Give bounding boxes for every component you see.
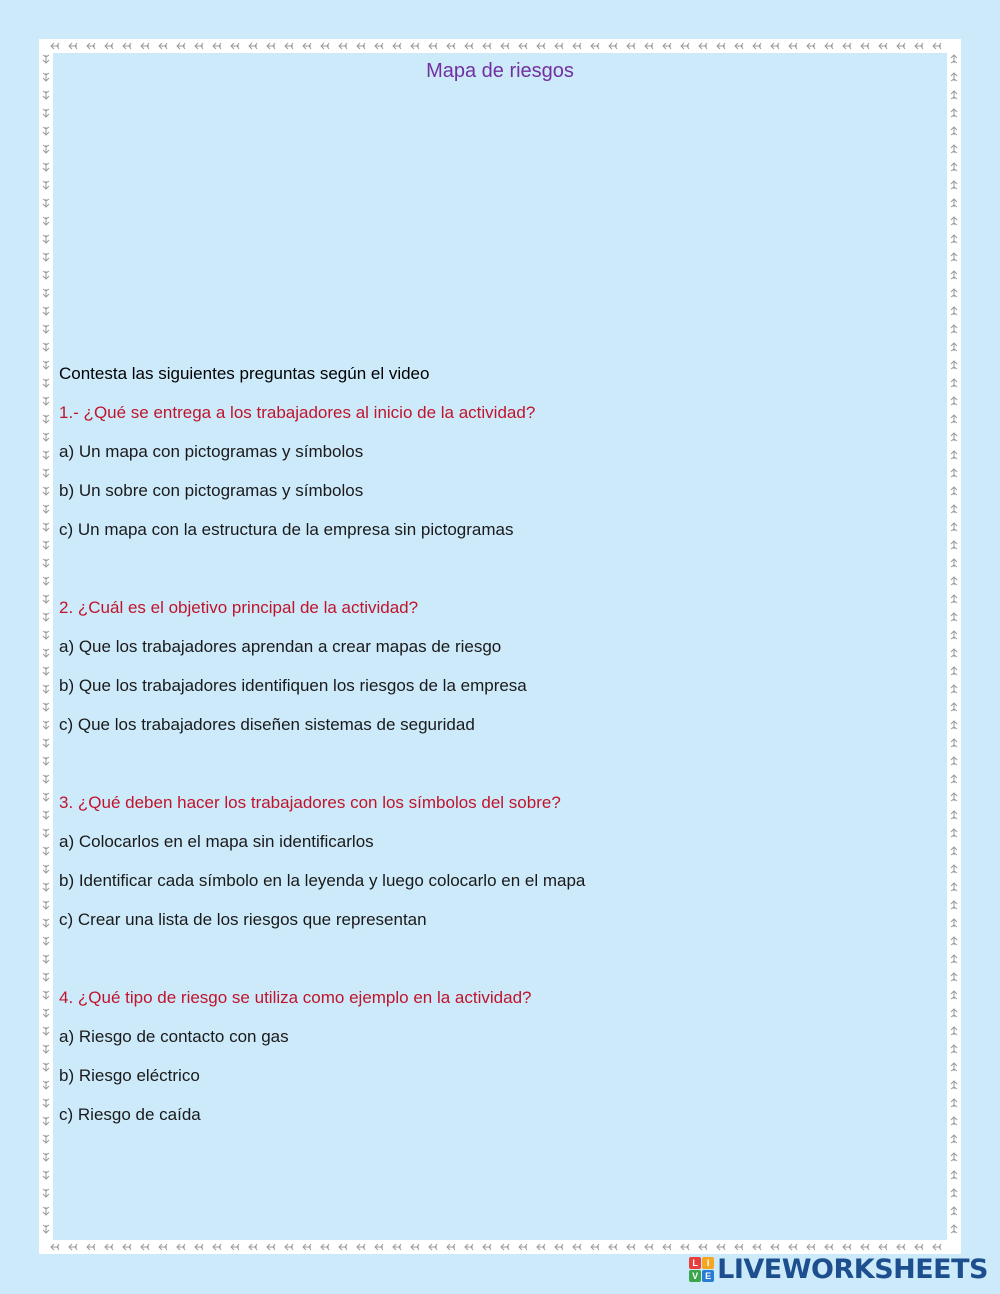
logo-letter: V (689, 1270, 701, 1282)
answer-option[interactable]: b) Que los trabajadores identifiquen los riesgos de la empresa (59, 676, 527, 695)
instruction-text: Contesta las siguientes preguntas según el video (59, 364, 430, 383)
border-arrow-mark (609, 43, 617, 49)
border-arrow-mark (43, 109, 49, 117)
border-arrow-mark (789, 43, 797, 49)
border-arrow-mark (591, 43, 599, 49)
border-arrow-mark (43, 361, 49, 369)
border-arrow-mark (141, 1244, 149, 1250)
border-arrow-mark (915, 1244, 923, 1250)
border-arrow-mark (627, 1244, 635, 1250)
border-arrow-mark (43, 289, 49, 297)
border-arrow-mark (43, 955, 49, 963)
border-arrow-mark (951, 991, 957, 999)
border-arrow-mark (303, 43, 311, 49)
border-arrow-mark (43, 217, 49, 225)
border-arrow-mark (951, 973, 957, 981)
border-arrow-mark (43, 829, 49, 837)
border-arrow-mark (627, 43, 635, 49)
border-arrow-mark (339, 1244, 347, 1250)
border-arrow-mark (879, 43, 887, 49)
border-arrow-mark (43, 253, 49, 261)
border-arrow-mark (951, 379, 957, 387)
border-arrow-mark (285, 43, 293, 49)
border-arrow-mark (465, 1244, 473, 1250)
border-arrow-mark (51, 1244, 59, 1250)
border-arrow-mark (717, 1244, 725, 1250)
logo-mark-icon (689, 1257, 714, 1282)
border-arrow-mark (43, 1009, 49, 1017)
border-arrow-mark (43, 991, 49, 999)
answer-option[interactable]: b) Un sobre con pictogramas y símbolos (59, 481, 364, 500)
border-arrow-mark (843, 43, 851, 49)
border-arrow-mark (43, 1027, 49, 1035)
question-block-3 (59, 791, 939, 947)
border-arrow-mark (43, 181, 49, 189)
border-arrow-mark (177, 1244, 185, 1250)
border-arrow-mark (951, 865, 957, 873)
border-arrow-mark (951, 937, 957, 945)
border-arrow-mark (951, 559, 957, 567)
answer-option[interactable]: a) Que los trabajadores aprendan a crear mapas de riesgo (59, 637, 502, 656)
border-arrow-mark (43, 1099, 49, 1107)
border-arrow-mark (771, 1244, 779, 1250)
border-arrow-mark (951, 901, 957, 909)
question-text: 3. ¿Qué deben hacer los trabajadores con los símbolos del sobre? (59, 793, 561, 812)
border-arrow-mark (43, 523, 49, 531)
questions-content (59, 362, 939, 1142)
border-arrow-mark (951, 505, 957, 513)
answer-option[interactable]: b) Riesgo eléctrico (59, 1066, 200, 1085)
border-arrow-mark (87, 43, 95, 49)
border-arrow-mark (43, 1153, 49, 1161)
border-arrow-mark (43, 1207, 49, 1215)
border-arrow-mark (411, 1244, 419, 1250)
question-block-1 (59, 401, 939, 557)
border-arrow-mark (699, 1244, 707, 1250)
spacer (59, 947, 939, 986)
border-arrow-mark (43, 685, 49, 693)
border-arrow-mark (43, 577, 49, 585)
border-arrow-mark (43, 901, 49, 909)
border-arrow-mark (951, 577, 957, 585)
border-arrow-mark (951, 829, 957, 837)
border-arrow-mark (69, 43, 77, 49)
border-arrow-mark (663, 43, 671, 49)
border-arrow-mark (249, 43, 257, 49)
border-arrow-mark (123, 1244, 131, 1250)
border-arrow-mark (951, 775, 957, 783)
border-arrow-mark (43, 163, 49, 171)
border-arrow-mark (285, 1244, 293, 1250)
border-arrow-mark (321, 1244, 329, 1250)
border-arrow-mark (43, 1171, 49, 1179)
border-arrow-mark (43, 397, 49, 405)
border-arrow-mark (43, 595, 49, 603)
border-arrow-mark (429, 43, 437, 49)
border-arrow-mark (573, 43, 581, 49)
border-arrow-mark (933, 43, 941, 49)
question-text: 2. ¿Cuál es el objetivo principal de la actividad? (59, 598, 419, 617)
answer-option[interactable]: a) Colocarlos en el mapa sin identificarlos (59, 832, 374, 851)
border-arrow-mark (465, 43, 473, 49)
border-arrow-mark (43, 793, 49, 801)
border-arrow-mark (141, 43, 149, 49)
border-arrow-mark (43, 739, 49, 747)
border-arrow-mark (951, 541, 957, 549)
border-arrow-mark (951, 343, 957, 351)
border-arrow-mark (43, 973, 49, 981)
border-arrow-mark (375, 43, 383, 49)
border-arrow-mark (483, 1244, 491, 1250)
border-arrow-mark (159, 43, 167, 49)
border-arrow-mark (231, 1244, 239, 1250)
border-arrow-mark (43, 415, 49, 423)
border-arrow-mark (43, 127, 49, 135)
border-arrow-mark (69, 1244, 77, 1250)
border-arrow-mark (43, 919, 49, 927)
border-arrow-mark (43, 271, 49, 279)
border-arrow-mark (43, 1225, 49, 1233)
border-arrow-mark (537, 43, 545, 49)
border-arrow-mark (879, 1244, 887, 1250)
answer-option[interactable]: c) Riesgo de caída (59, 1105, 201, 1124)
answer-option[interactable]: c) Crear una lista de los riesgos que representan (59, 910, 427, 929)
border-arrow-mark (951, 1135, 957, 1143)
question-block-2 (59, 596, 939, 752)
border-arrow-mark (951, 1207, 957, 1215)
border-arrow-mark (951, 433, 957, 441)
border-arrow-mark (951, 145, 957, 153)
border-arrow-mark (951, 1171, 957, 1179)
border-arrow-mark (393, 1244, 401, 1250)
border-arrow-mark (43, 775, 49, 783)
border-arrow-mark (951, 307, 957, 315)
border-arrow-mark (645, 1244, 653, 1250)
border-arrow-mark (87, 1244, 95, 1250)
logo-text: LIVEWORKSHEETS (717, 1253, 988, 1285)
border-arrow-mark (951, 271, 957, 279)
border-arrow-mark (951, 1189, 957, 1197)
border-arrow-mark (753, 1244, 761, 1250)
border-arrow-mark (951, 199, 957, 207)
border-arrow-mark (951, 469, 957, 477)
border-arrow-mark (43, 451, 49, 459)
border-arrow-mark (951, 649, 957, 657)
border-arrow-mark (843, 1244, 851, 1250)
border-arrow-mark (951, 1117, 957, 1125)
border-arrow-mark (429, 1244, 437, 1250)
border-arrow-mark (43, 559, 49, 567)
border-arrow-mark (43, 1117, 49, 1125)
page-title: Mapa de riesgos (426, 60, 574, 82)
border-arrow-mark (699, 43, 707, 49)
border-arrow-mark (951, 1099, 957, 1107)
border-arrow-mark (951, 1225, 957, 1233)
border-arrow-mark (735, 1244, 743, 1250)
answer-option[interactable]: b) Identificar cada símbolo en la leyenda y luego colocarlo en el mapa (59, 871, 586, 890)
border-arrow-mark (951, 217, 957, 225)
border-arrow-mark (645, 43, 653, 49)
border-arrow-mark (951, 325, 957, 333)
border-arrow-mark (753, 43, 761, 49)
border-arrow-mark (43, 847, 49, 855)
border-arrow-mark (43, 343, 49, 351)
border-arrow-mark (43, 649, 49, 657)
border-arrow-mark (951, 757, 957, 765)
border-arrow-mark (43, 235, 49, 243)
border-arrow-mark (43, 865, 49, 873)
border-arrow-mark (807, 1244, 815, 1250)
question-text: 4. ¿Qué tipo de riesgo se utiliza como ejemplo en la actividad? (59, 988, 532, 1007)
border-arrow-mark (375, 1244, 383, 1250)
border-arrow-mark (573, 1244, 581, 1250)
border-arrow-mark (43, 307, 49, 315)
border-arrow-mark (951, 523, 957, 531)
answer-option[interactable]: c) Un mapa con la estructura de la empresa sin pictogramas (59, 520, 514, 539)
border-arrow-mark (43, 1189, 49, 1197)
border-arrow-mark (393, 43, 401, 49)
border-arrow-mark (951, 1063, 957, 1071)
border-arrow-mark (951, 1153, 957, 1161)
border-arrow-mark (951, 793, 957, 801)
border-arrow-mark (951, 1081, 957, 1089)
question-text: 1.- ¿Qué se entrega a los trabajadores al inicio de la actividad? (59, 403, 536, 422)
border-arrow-mark (267, 1244, 275, 1250)
border-arrow-mark (411, 43, 419, 49)
border-arrow-mark (43, 1081, 49, 1089)
border-arrow-mark (249, 1244, 257, 1250)
border-arrow-mark (681, 1244, 689, 1250)
border-arrow-mark (43, 883, 49, 891)
border-arrow-mark (357, 43, 365, 49)
border-arrow-mark (951, 253, 957, 261)
border-arrow-mark (951, 739, 957, 747)
border-arrow-mark (951, 703, 957, 711)
border-arrow-mark (951, 685, 957, 693)
border-arrow-mark (861, 1244, 869, 1250)
border-arrow-mark (951, 1027, 957, 1035)
logo-letter: E (702, 1270, 714, 1282)
border-arrow-mark (43, 487, 49, 495)
border-arrow-mark (663, 1244, 671, 1250)
answer-option[interactable]: c) Que los trabajadores diseñen sistemas de seguridad (59, 715, 475, 734)
border-arrow-mark (303, 1244, 311, 1250)
border-arrow-mark (339, 43, 347, 49)
border-arrow-mark (951, 613, 957, 621)
border-arrow-mark (861, 43, 869, 49)
border-arrow-mark (43, 91, 49, 99)
border-arrow-mark (591, 1244, 599, 1250)
border-arrow-mark (789, 1244, 797, 1250)
border-arrow-mark (267, 43, 275, 49)
border-arrow-mark (609, 1244, 617, 1250)
answer-option[interactable]: a) Riesgo de contacto con gas (59, 1027, 289, 1046)
border-arrow-mark (537, 1244, 545, 1250)
logo-letter: L (689, 1257, 701, 1269)
border-arrow-mark (195, 1244, 203, 1250)
border-arrow-mark (951, 595, 957, 603)
border-arrow-mark (951, 919, 957, 927)
border-arrow-mark (555, 43, 563, 49)
border-arrow-mark (43, 721, 49, 729)
border-arrow-mark (447, 43, 455, 49)
border-arrow-mark (951, 289, 957, 297)
border-arrow-mark (897, 1244, 905, 1250)
border-arrow-mark (177, 43, 185, 49)
border-arrow-mark (43, 199, 49, 207)
border-arrow-mark (43, 433, 49, 441)
border-arrow-mark (321, 43, 329, 49)
border-arrow-mark (915, 43, 923, 49)
border-arrow-mark (43, 1045, 49, 1053)
border-arrow-mark (951, 235, 957, 243)
border-arrow-mark (43, 757, 49, 765)
border-arrow-mark (951, 1045, 957, 1053)
answer-option[interactable]: a) Un mapa con pictogramas y símbolos (59, 442, 364, 461)
border-arrow-mark (447, 1244, 455, 1250)
border-arrow-mark (483, 43, 491, 49)
border-arrow-mark (51, 43, 59, 49)
border-arrow-mark (213, 43, 221, 49)
border-arrow-mark (195, 43, 203, 49)
border-arrow-mark (43, 1135, 49, 1143)
border-arrow-mark (43, 937, 49, 945)
border-arrow-mark (43, 703, 49, 711)
border-arrow-mark (501, 1244, 509, 1250)
spacer (59, 752, 939, 791)
border-arrow-mark (43, 379, 49, 387)
border-arrow-mark (951, 847, 957, 855)
border-arrow-mark (951, 811, 957, 819)
border-arrow-mark (771, 43, 779, 49)
border-arrow-mark (105, 43, 113, 49)
border-arrow-mark (951, 91, 957, 99)
border-arrow-mark (951, 109, 957, 117)
border-arrow-mark (43, 631, 49, 639)
border-arrow-mark (951, 163, 957, 171)
border-arrow-mark (43, 325, 49, 333)
border-arrow-mark (951, 127, 957, 135)
border-arrow-mark (43, 613, 49, 621)
question-block-4 (59, 986, 939, 1142)
border-arrow-mark (951, 487, 957, 495)
border-arrow-mark (951, 883, 957, 891)
border-arrow-mark (43, 145, 49, 153)
border-arrow-mark (501, 43, 509, 49)
border-arrow-mark (951, 955, 957, 963)
border-arrow-mark (951, 1009, 957, 1017)
border-arrow-mark (951, 181, 957, 189)
border-arrow-mark (825, 43, 833, 49)
border-arrow-mark (213, 1244, 221, 1250)
border-arrow-mark (123, 43, 131, 49)
border-arrow-mark (43, 541, 49, 549)
border-arrow-mark (43, 1063, 49, 1071)
liveworksheets-logo (689, 1254, 988, 1284)
border-arrow-mark (681, 43, 689, 49)
border-arrow-mark (231, 43, 239, 49)
border-arrow-mark (159, 1244, 167, 1250)
border-arrow-mark (951, 415, 957, 423)
border-arrow-mark (717, 43, 725, 49)
border-arrow-mark (933, 1244, 941, 1250)
border-arrow-mark (951, 451, 957, 459)
border-arrow-mark (43, 667, 49, 675)
border-arrow-mark (555, 1244, 563, 1250)
border-arrow-mark (43, 469, 49, 477)
border-arrow-mark (897, 43, 905, 49)
border-arrow-mark (43, 811, 49, 819)
border-arrow-mark (807, 43, 815, 49)
border-arrow-mark (951, 721, 957, 729)
border-arrow-mark (735, 43, 743, 49)
border-arrow-mark (825, 1244, 833, 1250)
border-arrow-mark (951, 631, 957, 639)
border-arrow-mark (951, 397, 957, 405)
border-arrow-mark (951, 361, 957, 369)
border-arrow-mark (357, 1244, 365, 1250)
border-arrow-mark (519, 43, 527, 49)
border-arrow-mark (105, 1244, 113, 1250)
border-arrow-mark (519, 1244, 527, 1250)
border-arrow-mark (43, 505, 49, 513)
logo-letter: I (702, 1257, 714, 1269)
border-arrow-mark (951, 667, 957, 675)
spacer (59, 557, 939, 596)
